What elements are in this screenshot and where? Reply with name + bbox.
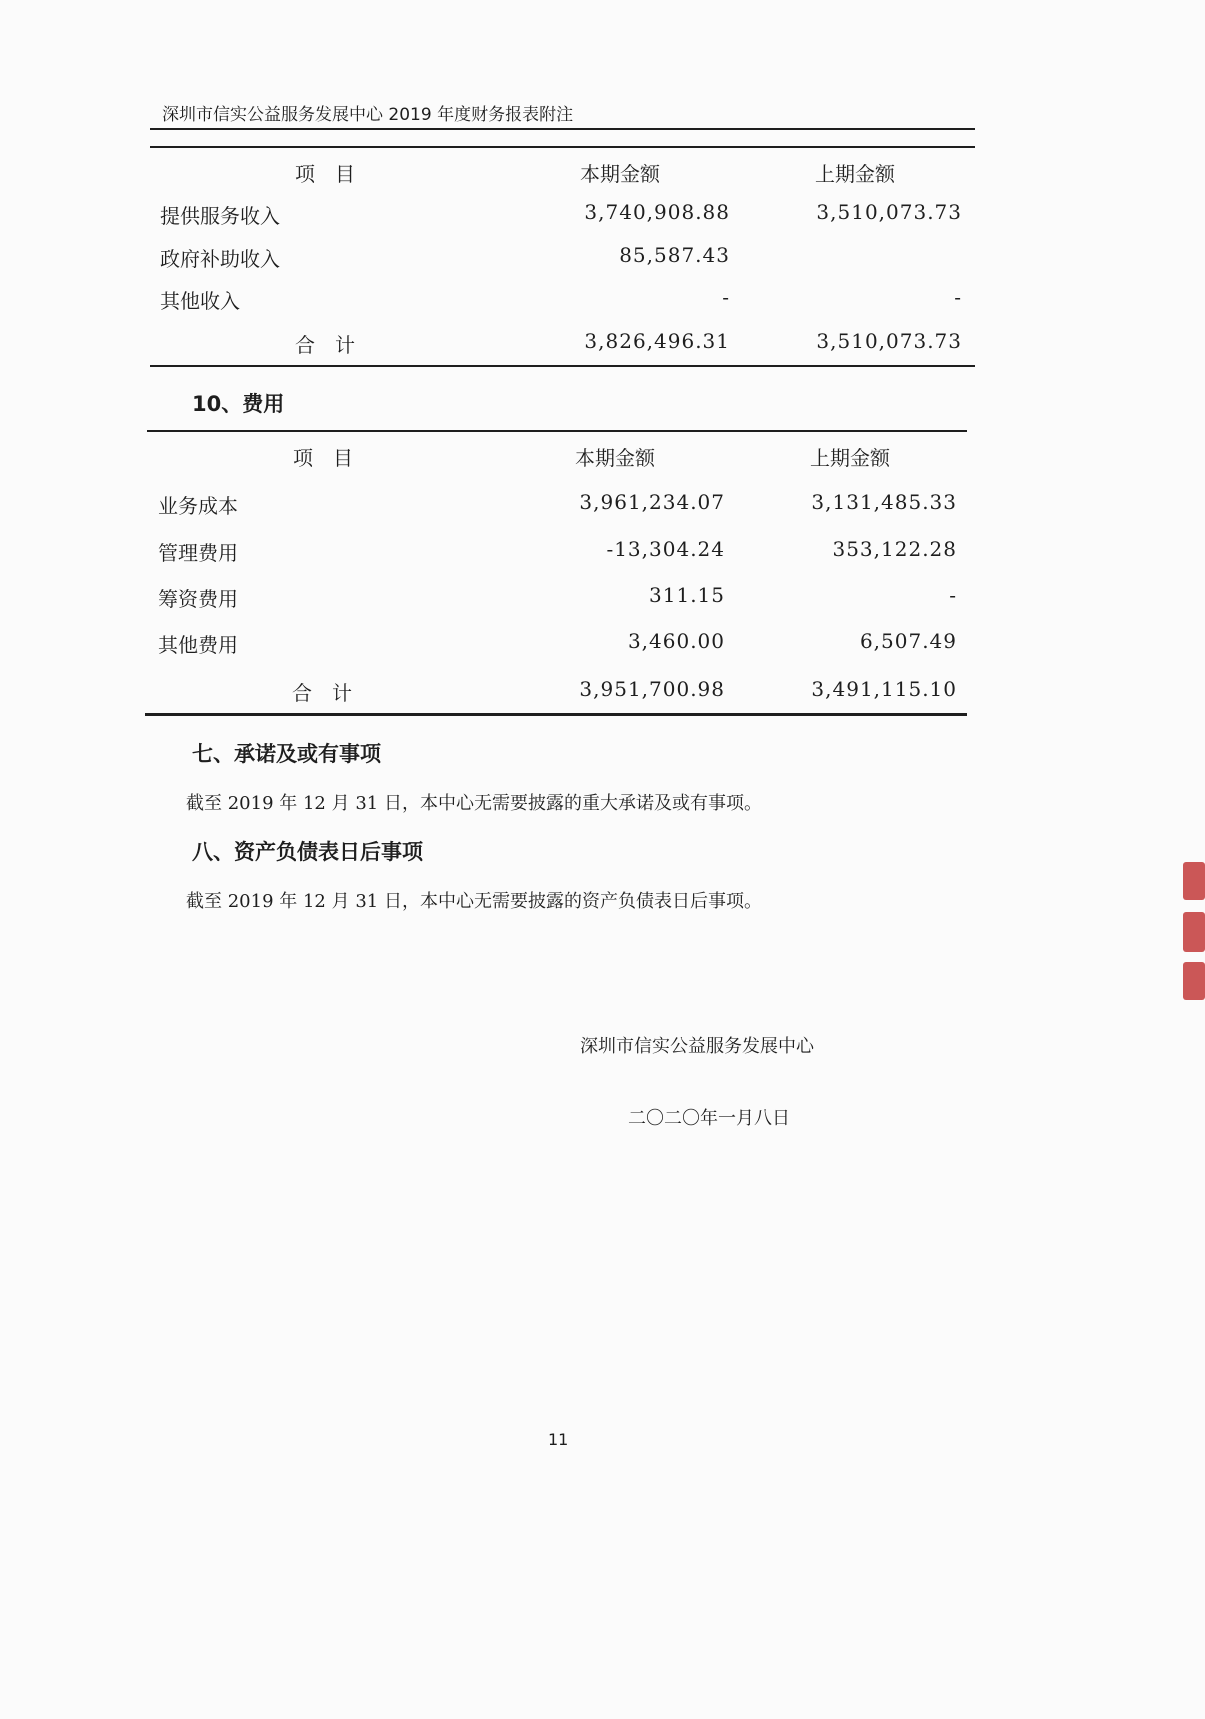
income-col-item-header: 项 目: [295, 162, 355, 186]
header-rule: [150, 128, 975, 130]
row-previous: 3,131,485.33: [811, 490, 957, 514]
income-col-current-header: 本期金额: [580, 162, 660, 186]
seal-edge-mark: [1183, 912, 1205, 952]
row-previous: 6,507.49: [859, 629, 957, 653]
total-previous: 3,510,073.73: [816, 329, 962, 353]
expense-table-top-rule: [147, 430, 967, 432]
row-item: 其他收入: [160, 289, 240, 313]
row-item: 其他费用: [158, 633, 238, 657]
section-8-text: 截至 2019 年 12 月 31 日，本中心无需要披露的资产负债表日后事项。: [186, 891, 762, 912]
row-previous: -: [949, 583, 957, 607]
seal-edge-mark: [1183, 962, 1205, 1000]
section-7-text: 截至 2019 年 12 月 31 日，本中心无需要披露的重大承诺及或有事项。: [186, 793, 762, 814]
total-label: 合 计: [295, 333, 355, 357]
expense-table-bottom-rule: [145, 713, 967, 716]
page-number: 11: [548, 1430, 569, 1449]
row-item: 业务成本: [158, 494, 238, 518]
signature-org: 深圳市信实公益服务发展中心: [580, 1036, 814, 1057]
expense-col-previous-header: 上期金额: [810, 446, 890, 470]
row-current: -13,304.24: [606, 537, 725, 561]
total-current: 3,826,496.31: [584, 329, 730, 353]
row-previous: 353,122.28: [832, 537, 957, 561]
row-current: 3,961,234.07: [579, 490, 725, 514]
row-item: 提供服务收入: [160, 204, 280, 228]
section-10-heading: 10、费用: [192, 392, 285, 416]
income-table-top-rule: [150, 146, 975, 148]
signature-date: 二〇二〇年一月八日: [628, 1108, 790, 1129]
row-current: 3,740,908.88: [584, 200, 730, 224]
page-header-title: 深圳市信实公益服务发展中心 2019 年度财务报表附注: [162, 105, 574, 125]
expense-col-current-header: 本期金额: [575, 446, 655, 470]
row-current: 85,587.43: [619, 243, 730, 267]
total-previous: 3,491,115.10: [811, 677, 957, 701]
income-col-previous-header: 上期金额: [815, 162, 895, 186]
row-item: 政府补助收入: [160, 247, 280, 271]
row-previous: 3,510,073.73: [816, 200, 962, 224]
total-current: 3,951,700.98: [579, 677, 725, 701]
seal-edge-mark: [1183, 862, 1205, 900]
row-current: 3,460.00: [627, 629, 725, 653]
total-label: 合 计: [292, 681, 352, 705]
row-item: 管理费用: [158, 541, 238, 565]
row-current: 311.15: [649, 583, 725, 607]
row-previous: -: [954, 285, 962, 309]
section-8-heading: 八、资产负债表日后事项: [192, 840, 423, 864]
income-table-bottom-rule: [150, 365, 975, 367]
row-item: 筹资费用: [158, 587, 238, 611]
row-current: -: [722, 285, 730, 309]
section-7-heading: 七、承诺及或有事项: [192, 742, 381, 766]
expense-col-item-header: 项 目: [293, 446, 353, 470]
